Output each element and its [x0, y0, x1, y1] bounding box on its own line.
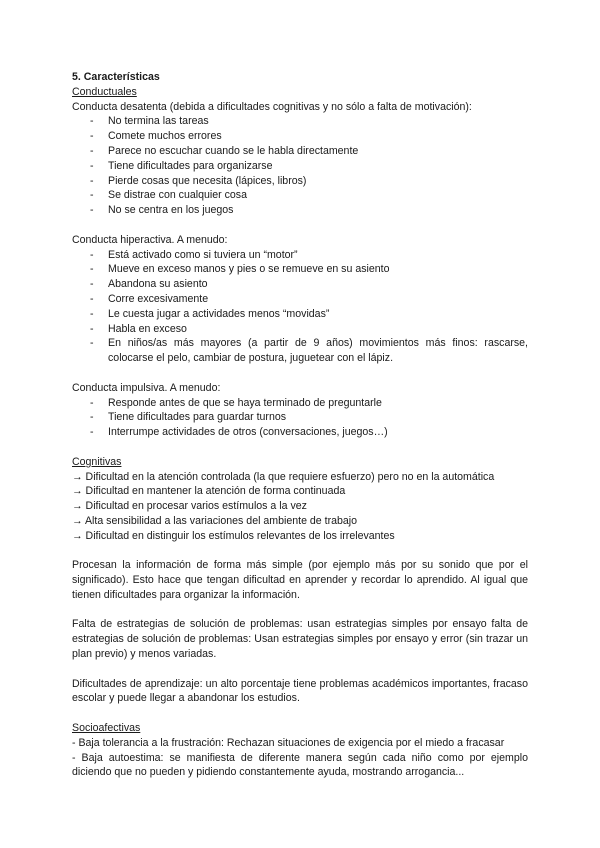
cognitiva-item: → Alta sensibilidad a las variaciones del ambiente de trabajo — [72, 514, 358, 527]
list-item: - Parece no escuchar cuando se le habla directamente — [90, 144, 359, 157]
list-item: - Habla en exceso — [90, 322, 187, 335]
section-title: 5. Características — [72, 71, 160, 83]
impulsiva-list — [72, 396, 528, 440]
desatenta-list — [72, 114, 528, 218]
arrow-icon: → — [72, 514, 83, 527]
cognitivas-paragraph-1: Procesan la información de forma más simple (por ejemplo más por su sonido que por el significado). Esto hace que tengan dificultad en aprender y recordar lo aprendido. Al igual que tienen dificultades para organizar la información. — [72, 559, 528, 601]
list-item: - No se centra en los juegos — [90, 204, 234, 217]
arrow-icon: → — [72, 470, 83, 483]
list-item: - Se distrae con cualquier cosa — [90, 189, 247, 202]
list-item: - Tiene dificultades para guardar turnos — [90, 411, 287, 424]
impulsiva-intro: Conducta impulsiva. A menudo: — [72, 381, 221, 394]
cognitiva-item: → Dificultad en distinguir los estímulos relevantes de los irrelevantes — [72, 529, 395, 542]
list-item: - Corre excesivamente — [90, 292, 209, 305]
list-item: - No termina las tareas — [90, 115, 209, 128]
list-item: - Pierde cosas que necesita (lápices, libros) — [90, 174, 307, 187]
arrow-icon: → — [72, 485, 83, 498]
cognitivas-heading: Cognitivas — [72, 455, 122, 468]
list-item: - Interrumpe actividades de otros (conversaciones, juegos…) — [90, 426, 388, 439]
cognitiva-item: → Dificultad en la atención controlada (la que requiere esfuerzo) pero no en la automática — [72, 470, 495, 483]
hiperactiva-intro: Conducta hiperactiva. A menudo: — [72, 233, 228, 246]
list-item: - Abandona su asiento — [90, 278, 208, 291]
document-page — [72, 70, 528, 780]
list-item: - Le cuesta jugar a actividades menos “movidas” — [90, 307, 330, 320]
cognitivas-paragraph-3: Dificultades de aprendizaje: un alto porcentaje tiene problemas académicos importantes, fracaso escolar y puede llegar a abandonar los estudios. — [72, 677, 528, 705]
arrow-icon: → — [72, 529, 83, 542]
cognitiva-item: → Dificultad en mantener la atención de forma continuada — [72, 485, 346, 498]
conductuales-heading: Conductuales — [72, 85, 137, 98]
hiperactiva-list — [72, 248, 528, 366]
arrow-icon: → — [72, 500, 83, 513]
desatenta-intro: Conducta desatenta (debida a dificultades cognitivas y no sólo a falta de motivación): — [72, 100, 472, 113]
list-item: - Está activado como si tuviera un “motor” — [90, 248, 298, 261]
list-item: - Responde antes de que se haya terminado de preguntarle — [90, 396, 382, 409]
socioafectiva-line-1: - Baja tolerancia a la frustración: Rechazan situaciones de exigencia por el miedo a fracasar — [72, 736, 505, 749]
list-item: - Comete muchos errores — [90, 130, 222, 143]
socioafectiva-line-2: - Baja autoestima: se manifiesta de diferente manera según cada niño como por ejemplo diciendo que no pueden y pidiendo constantemente ayuda, mostrando arrogancia... — [72, 751, 528, 779]
list-item: - En niños/as más mayores (a partir de 9 años) movimientos más finos: rascarse, colocarse el pelo, cambiar de postura, juguetear con el lápiz. — [90, 337, 528, 365]
cognitivas-paragraph-2: Falta de estrategias de solución de problemas: usan estrategias simples por ensayo falta de estrategias de solución de problemas: Usan estrategias simples por ensayo y error (sin trazar un plan previo) y menos variadas. — [72, 618, 528, 661]
list-item: - Tiene dificultades para organizarse — [90, 159, 273, 172]
cognitiva-item: → Dificultad en procesar varios estímulos a la vez — [72, 500, 307, 513]
socioafectivas-heading: Socioafectivas — [72, 722, 141, 735]
list-item: - Mueve en exceso manos y pies o se remueve en su asiento — [90, 263, 390, 276]
